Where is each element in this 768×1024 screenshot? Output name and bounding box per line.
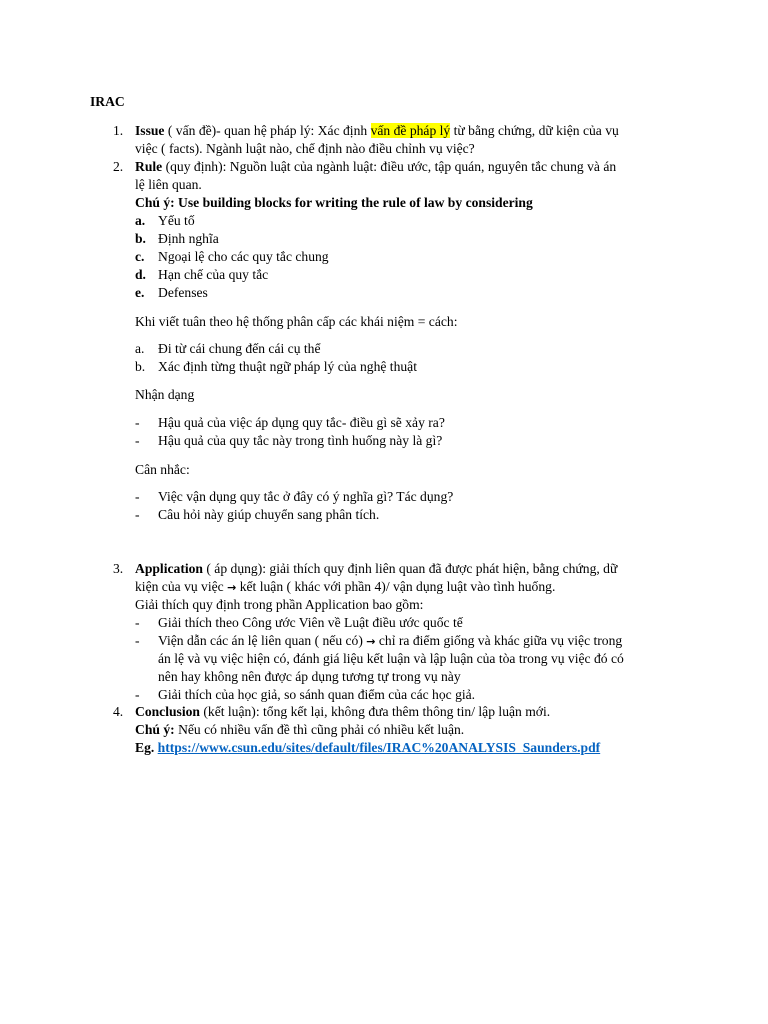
item-3-line-3: Giải thích quy định trong phần Application bao gồm: (135, 597, 424, 612)
list-item: Hậu quả của việc áp dụng quy tắc- điều gì sẽ xảy ra? (158, 415, 445, 430)
bullet-2-line-2: án lệ và vụ việc hiện có, đánh giá liệu kết luận và lập luận của tòa trong vụ việc đó có (158, 651, 624, 666)
list-item: Ngoại lệ cho các quy tắc chung (158, 249, 329, 264)
list-item: Định nghĩa (158, 231, 219, 246)
example-label: Eg. (135, 740, 158, 755)
item-1-text-b: từ bằng chứng, dữ kiện của vụ (450, 123, 619, 138)
list-item: Việc vận dụng quy tắc ở đây có ý nghĩa gì? Tác dụng? (158, 489, 454, 504)
list-item: Đi từ cái chung đến cái cụ thể (158, 341, 321, 356)
list-item: Hậu quả của quy tắc này trong tình huống này là gì? (158, 433, 443, 448)
list-marker: b. (135, 359, 146, 374)
item-1-line-2: việc ( facts). Ngành luật nào, chế định nào điều chỉnh vụ việc? (135, 141, 475, 156)
list-marker: - (135, 507, 140, 522)
list-item: Câu hỏi này giúp chuyển sang phân tích. (158, 507, 380, 522)
item-1-number: 1. (113, 123, 124, 138)
item-4-example (135, 739, 600, 757)
item-2-heading: Rule (135, 159, 163, 174)
item-3-line-2-b: kết luận ( khác với phần 4)/ vận dụng luật vào tình huống. (236, 579, 556, 594)
list-item: Yếu tố (158, 213, 195, 228)
list-marker: a. (135, 213, 146, 228)
list-marker: c. (135, 249, 145, 264)
list-item: Xác định từng thuật ngữ pháp lý của nghệ thuật (158, 359, 417, 374)
list-marker: b. (135, 231, 146, 246)
item-2-number: 2. (113, 159, 124, 174)
item-3-line-2 (135, 578, 555, 597)
recognize-label: Nhận dạng (135, 387, 195, 402)
list-marker: - (135, 687, 140, 702)
list-marker: - (135, 633, 140, 648)
item-4-note-text: Nếu có nhiều vấn đề thì cũng phải có nhiều kết luận. (174, 722, 465, 737)
item-4-note-label: Chú ý: (135, 722, 175, 737)
list-item: Giải thích theo Công ước Viên về Luật điều ước quốc tế (158, 615, 463, 630)
list-marker: - (135, 433, 140, 448)
item-1-line-1 (135, 122, 619, 140)
list-item: Giải thích của học giả, so sánh quan điểm của các học giả. (158, 687, 476, 702)
item-3-heading: Application (135, 561, 203, 576)
list-marker: d. (135, 267, 146, 282)
item-3-line-1 (135, 560, 617, 578)
list-marker: - (135, 615, 140, 630)
consider-label: Cân nhắc: (135, 462, 190, 477)
item-2-text: (quy định): Nguồn luật của ngành luật: điều ước, tập quán, nguyên tắc chung và án (162, 159, 617, 174)
list-marker: e. (135, 285, 145, 300)
list-item: Defenses (158, 285, 208, 300)
list-marker: - (135, 415, 140, 430)
item-3-number: 3. (113, 561, 124, 576)
item-3-line-2-a: kiện của vụ việc (135, 579, 228, 594)
item-1-text-a: ( vấn đề)- quan hệ pháp lý: Xác định (164, 123, 371, 138)
bullet-2-text-b: chỉ ra điểm giống và khác giữa vụ việc trong (375, 633, 623, 648)
item-2-line-2: lệ liên quan. (135, 177, 202, 192)
example-link[interactable]: https://www.csun.edu/sites/default/files/IRAC%20ANALYSIS_Saunders.pdf (157, 740, 601, 755)
list-item: Hạn chế của quy tắc (158, 267, 269, 282)
item-4-line-1 (135, 703, 550, 721)
item-2-line-1 (135, 158, 616, 176)
item-4-text: (kết luận): tổng kết lại, không đưa thêm thông tin/ lập luận mới. (199, 704, 551, 719)
arrow-right-icon: → (366, 635, 376, 648)
item-4-note (135, 721, 464, 739)
list-marker: a. (135, 341, 145, 356)
item-4-heading: Conclusion (135, 704, 200, 719)
item-3-text: ( áp dụng): giải thích quy định liên quan đã được phát hiện, bằng chứng, dữ (202, 561, 618, 576)
item-1-heading: Issue (135, 123, 165, 138)
list-marker: - (135, 489, 140, 504)
item-4-number: 4. (113, 704, 124, 719)
list-item (158, 632, 622, 651)
arrow-right-icon: → (227, 581, 237, 594)
document-title: IRAC (90, 94, 125, 109)
bullet-2-text-a: Viện dẫn các án lệ liên quan ( nếu có) (158, 633, 367, 648)
item-2-note: Chú ý: Use building blocks for writing the rule of law by considering (135, 195, 533, 210)
bullet-2-line-3: nên hay không nên được áp dụng tương tự trong vụ này (158, 669, 461, 684)
item-1-highlight: vấn đề pháp lý (370, 123, 451, 138)
hierarchy-intro: Khi viết tuân theo hệ thống phân cấp các khái niệm = cách: (135, 314, 458, 329)
